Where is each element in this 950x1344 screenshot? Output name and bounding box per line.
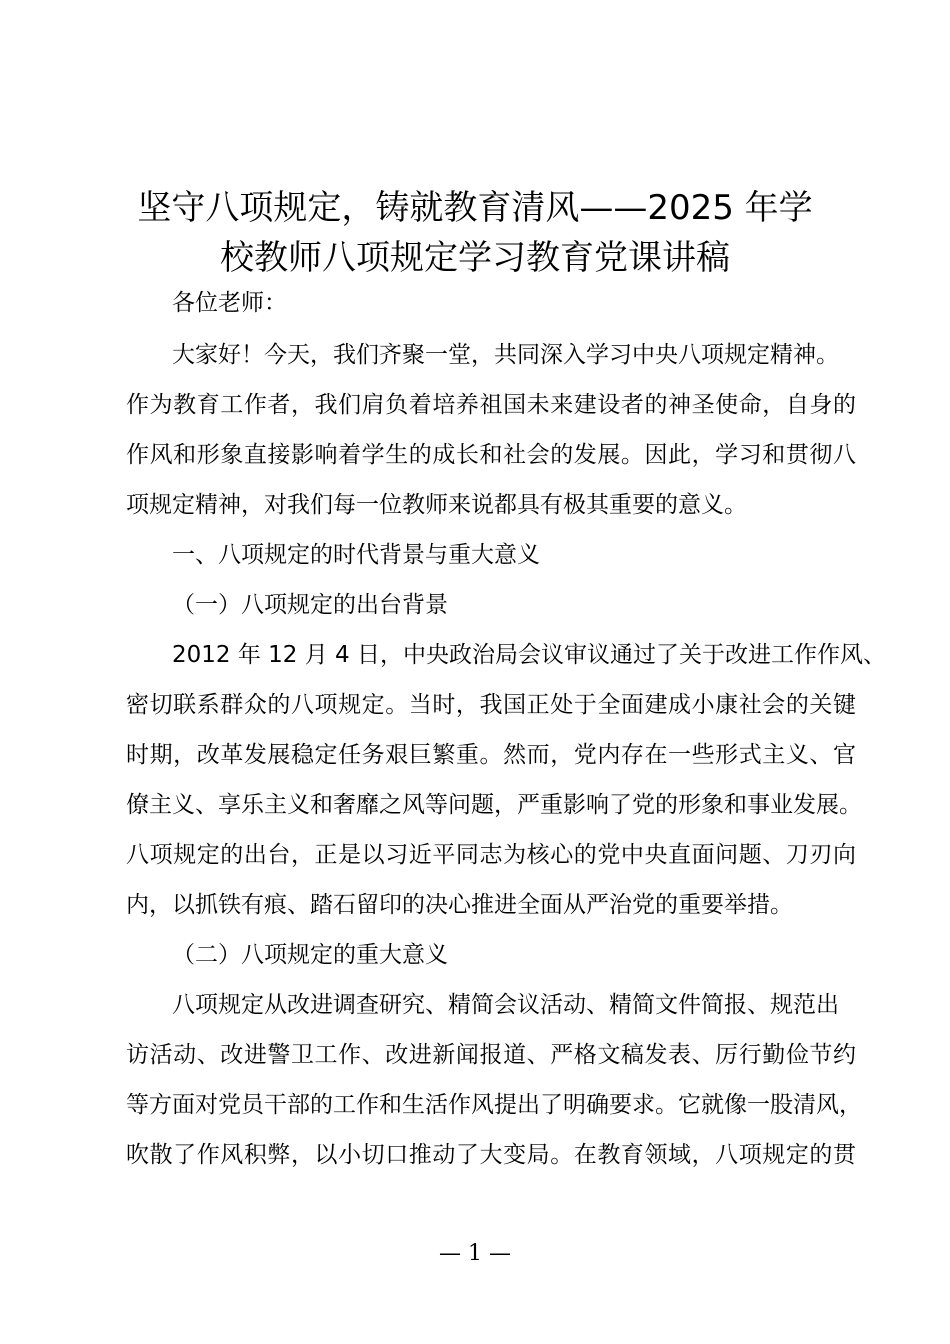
subheading-2: （二）八项规定的重大意义 <box>172 942 448 968</box>
section-1-line-2: 密切联系群众的八项规定。当时，我国正处于全面建成小康社会的关键 <box>126 692 856 718</box>
intro-line-4: 项规定精神，对我们每一位教师来说都具有极其重要的意义。 <box>126 492 747 518</box>
intro-line-1: 大家好！今天，我们齐聚一堂，共同深入学习中央八项规定精神。 <box>172 342 839 368</box>
section-2-line-1: 八项规定从改进调查研究、精简会议活动、精简文件简报、规范出 <box>172 992 839 1018</box>
section-1-line-5: 八项规定的出台，正是以习近平同志为核心的党中央直面问题、刀刃向 <box>126 842 856 868</box>
subheading-1: （一）八项规定的出台背景 <box>172 592 448 618</box>
section-1-line-6: 内，以抓铁有痕、踏石留印的决心推进全面从严治党的重要举措。 <box>126 892 793 918</box>
page-number: — 1 — <box>439 1241 511 1266</box>
intro-line-2: 作为教育工作者，我们肩负着培养祖国未来建设者的神圣使命，自身的 <box>126 392 856 418</box>
section-1-line-4: 僚主义、享乐主义和奢靡之风等问题，严重影响了党的形象和事业发展。 <box>126 792 862 818</box>
section-1-line-3: 时期，改革发展稳定任务艰巨繁重。然而，党内存在一些形式主义、官 <box>126 742 856 768</box>
section-heading-1: 一、八项规定的时代背景与重大意义 <box>172 542 540 568</box>
document-title-line-1: 坚守八项规定，铸就教育清风——2025 年学 <box>137 188 813 228</box>
section-1-line-1: 2012 年 12 月 4 日，中央政治局会议审议通过了关于改进工作作风、 <box>172 642 886 668</box>
document-title-line-2: 校教师八项规定学习教育党课讲稿 <box>220 238 730 278</box>
salutation: 各位老师： <box>172 290 287 316</box>
section-2-line-2: 访活动、改进警卫工作、改进新闻报道、严格文稿发表、厉行勤俭节约 <box>126 1042 856 1068</box>
section-2-line-4: 吹散了作风积弊，以小切口推动了大变局。在教育领域，八项规定的贯 <box>126 1142 856 1168</box>
intro-line-3: 作风和形象直接影响着学生的成长和社会的发展。因此，学习和贯彻八 <box>126 442 856 468</box>
section-2-line-3: 等方面对党员干部的工作和生活作风提出了明确要求。它就像一股清风， <box>126 1092 862 1118</box>
